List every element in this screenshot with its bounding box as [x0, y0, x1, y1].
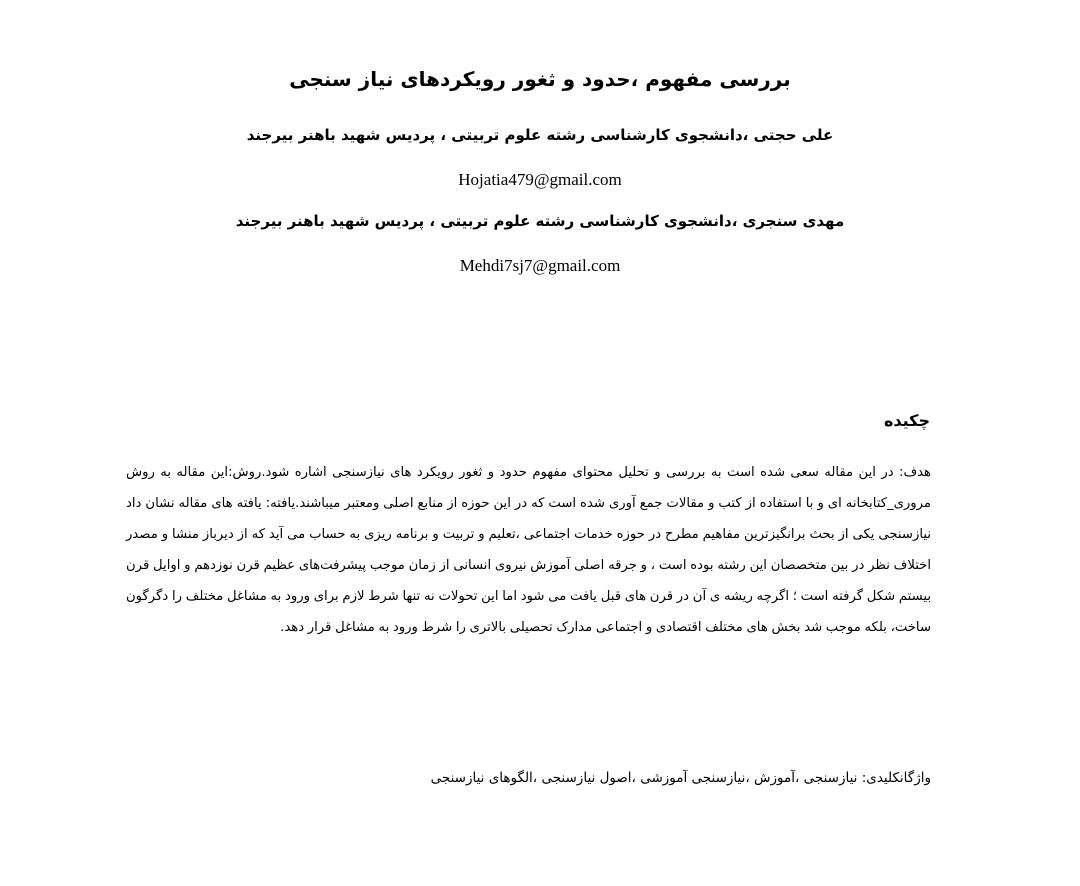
- abstract-body: هدف: در این مقاله سعی شده است به بررسی و تحلیل محتوای مفهوم حدود و ثغور رویکرد های نیازسنجی اشاره شود.روش:این مقاله به روش مروری_کتابخانه ای و با استفاده از کتب و مقالات جمع آوری شده است که در این حوزه از منابع اصلی ومعتبر میباشند.یافته: یافته های مقاله نشان داد نیازسنجی یکی از بحث برانگیزترین مفاهیم مطرح در حوزه خدمات اجتماعی ،تعلیم و تربیت و برنامه ریزی به حساب می آید که از دیرباز منشا و مصدر اختلاف نظر در بین متخصصان این رشته بوده است ، و جرقه اصلی آموزش نیروی انسانی از زمان موجب پیشرفت‌های عظیم قرن نوزدهم و اوایل قرن بیستم شکل گرفته است ؛ اگرچه ریشه ی آن در قرن های قبل یافت می شود اما این تحولات نه تنها شرط لازم برای ورود به مشاغل مختلف را دگرگون ساخت، بلکه موجب شد بخش های مختلف اقتصادی و اجتماعی مدارک تحصیلی بالاتری را شرط ورود به مشاغل قرار دهد.: [126, 465, 931, 635]
- author-email-2: Mehdi7sj7@gmail.com: [459, 256, 621, 275]
- keywords: واژگانکلیدی: نیازسنجی ،آموزش ،نیازسنجی آموزشی ،اصول نیازسنجی ،الگوهای نیازسنجی: [430, 770, 931, 786]
- author-affiliation-1: علی حجتی ،دانشجوی کارشناسی رشته علوم تربیتی ، پردیس شهید باهنر بیرجند: [246, 126, 834, 144]
- author-affiliation-2: مهدی سنجری ،دانشجوی کارشناسی رشته علوم تربیتی ، پردیس شهید باهنر بیرجند: [235, 212, 845, 230]
- author-email-1: Hojatia479@gmail.com: [458, 170, 622, 189]
- abstract-heading: چکیده: [883, 411, 930, 430]
- paper-title: بررسی مفهوم ،حدود و ثغور رویکردهای نیاز سنجی: [289, 67, 791, 91]
